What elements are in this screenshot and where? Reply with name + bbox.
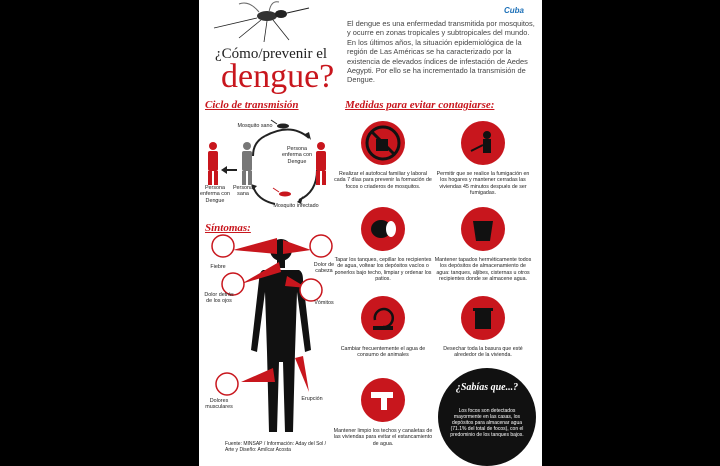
label-mosquito-sano: Mosquito sano	[237, 123, 273, 129]
label-mosquito-infectado: Mosquito infectado	[273, 203, 319, 209]
fumigation-icon	[461, 121, 505, 165]
brand-logo: Cuba	[504, 6, 524, 15]
water-tank-icon	[461, 207, 505, 251]
facts-text: Los focos son detectados mayormente en las casas, los depósitos para almacenar agua (71.1% del total de focos), con el predominio de los tanques bajos.	[450, 408, 524, 438]
symptom-fiebre: Fiebre	[210, 264, 226, 270]
symptom-erupcion: Erupción	[301, 396, 323, 402]
symptom-vomitos: Vómitos	[314, 300, 334, 306]
measure-6-text: Desechar toda la basura que esté alrededor de la vivienda.	[443, 346, 523, 359]
refresh-water-icon	[361, 296, 405, 340]
symptom-dolor-cabeza: Dolor de cabeza	[313, 262, 335, 275]
symptom-dolor-ojos: Dolor detrás de los ojos	[204, 292, 234, 305]
intro-paragraph: El dengue es una enfermedad transmitida por mosquitos, y ocurre en zonas tropicales y subtropicales del mundo. En los últimos años, la situación epidemiológica de la región de Las Américas se ha caracterizado por la existencia de elevados índices de infestación de Aedes Aegypti. Por ello se ha incrementado la transmisión de Dengue.	[347, 19, 535, 85]
measures-title: Medidas para evitar contagiarse:	[345, 99, 495, 111]
label-persona-sana: Persona sana	[232, 185, 254, 198]
symptom-dolores-musculares: Dolores musculares	[205, 398, 233, 411]
no-container-icon	[361, 121, 405, 165]
mosquito-illustration	[209, 0, 319, 44]
gutter-icon	[361, 378, 405, 422]
facts-title: ¿Sabías que...?	[455, 382, 519, 393]
measure-7-text: Mantener limpio los techos y canaletas de las viviendas para evitar el estancamiento de agua.	[333, 428, 433, 447]
barrel-icon	[361, 207, 405, 251]
symptom-pointers	[203, 232, 343, 422]
cycle-title: Ciclo de transmisión	[205, 99, 299, 111]
measure-2-text: Permitir que se realice la fumigación en los hogares y mantener cerradas las viviendas 45 minutos después de ser fumigadas.	[436, 171, 530, 196]
symptoms-title: Síntomas:	[205, 222, 251, 234]
measure-5-text: Cambiar frecuentemente el agua de consumo de animales	[340, 346, 426, 359]
measure-3-text: Tapar los tanques, cepillar los recipientes de agua, voltear los depósitos vacíos o ponerlos bajo techo, limpiar y ordenar los patios.	[334, 257, 432, 282]
label-persona-enferma-right: Persona enferma con Dengue	[282, 146, 312, 165]
trash-can-icon	[461, 296, 505, 340]
headline-question: ¿Cómo/prevenir el	[215, 46, 328, 62]
source-credits: Fuente: MINSAP / Información: Aday del Sol / Arte y Diseño: Amílcar Acosta	[225, 441, 327, 453]
infographic-poster	[199, 0, 542, 466]
headline-dengue: dengue?	[221, 58, 335, 95]
label-persona-enferma-left: Persona enferma con Dengue	[200, 185, 230, 204]
measure-4-text: Mantener tapados herméticamente todos los depósitos de almacenamiento de agua: tanques, aljibes, cisternas u otros recipientes donde se almacene agua.	[434, 257, 532, 282]
measure-1-text: Realizar el autofocal familiar y laboral cada 7 días para prevenir la formación de focos o criaderos de mosquitos.	[334, 171, 432, 190]
